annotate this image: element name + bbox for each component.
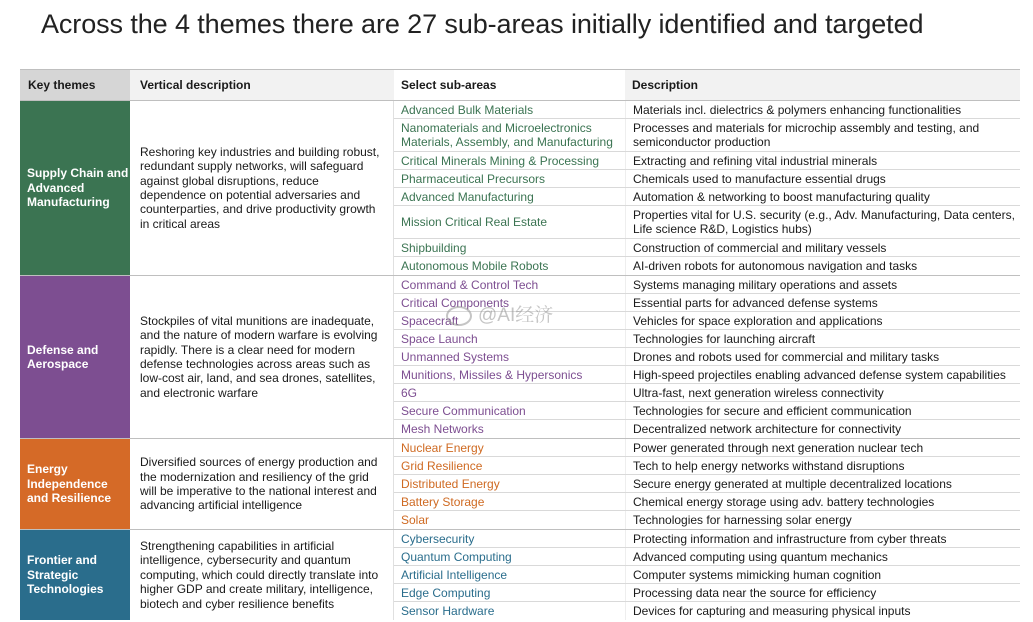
- theme-label: Frontier and Strategic Technologies: [20, 530, 130, 620]
- header-description: Description: [625, 70, 1020, 100]
- table-row: [394, 511, 1020, 529]
- theme-group-defense: [20, 276, 1020, 439]
- vertical-description: Strengthening capabilities in artificial intelligence, cybersecurity and quantum computing, which could directly translate into higher GDP and create military, intelligence, biotech and cyber resilience benefits: [130, 530, 394, 620]
- table-row: [394, 276, 1020, 294]
- sub-area-description: AI-driven robots for autonomous navigation and tasks: [625, 257, 1020, 275]
- watermark-text: @AI经济: [478, 305, 554, 326]
- table-row: [394, 420, 1020, 438]
- header-select-sub-areas: Select sub-areas: [394, 70, 625, 100]
- table-row: [394, 566, 1020, 584]
- sub-area: Edge Computing: [401, 585, 491, 600]
- sub-area-description: Drones and robots used for commercial and military tasks: [625, 348, 1020, 365]
- sub-area: Battery Storage: [401, 494, 485, 509]
- sub-area-description: Technologies for secure and efficient communication: [625, 402, 1020, 419]
- sub-area: Pharmaceutical Precursors: [401, 171, 546, 186]
- sub-area-rows: [394, 439, 1020, 529]
- sub-area: Critical Minerals Mining & Processing: [401, 153, 600, 168]
- table-row: [394, 330, 1020, 348]
- table-row: [394, 475, 1020, 493]
- sub-area-description: Ultra-fast, next generation wireless connectivity: [625, 384, 1020, 401]
- sub-area-description: Secure energy generated at multiple decentralized locations: [625, 475, 1020, 492]
- theme-group-frontier: [20, 530, 1020, 620]
- sub-area: 6G: [401, 385, 418, 400]
- sub-area: Sensor Hardware: [401, 604, 495, 618]
- sub-area: Nanomaterials and Microelectronics Materials, Assembly, and Manufacturing: [401, 121, 613, 149]
- sub-area: Distributed Energy: [401, 476, 500, 491]
- sub-area: Solar: [401, 513, 430, 527]
- sub-area-description: Advanced computing using quantum mechanics: [625, 548, 1020, 565]
- sub-area-rows: [394, 276, 1020, 438]
- sub-area-description: Construction of commercial and military vessels: [625, 239, 1020, 256]
- vertical-description: Diversified sources of energy production and the modernization and resiliency of the grid will be imperative to the national interest and advancing artificial intelligence: [130, 439, 394, 529]
- table-row: [394, 530, 1020, 548]
- header-vertical-description: Vertical description: [130, 70, 394, 100]
- table-row: [394, 119, 1020, 152]
- sub-area-description: Decentralized network architecture for connectivity: [625, 420, 1020, 438]
- sub-area: Mesh Networks: [401, 422, 484, 436]
- table-row: [394, 348, 1020, 366]
- sub-area-description: Vehicles for space exploration and applications: [625, 312, 1020, 329]
- sub-area: Shipbuilding: [401, 240, 467, 255]
- table-row: [394, 294, 1020, 312]
- sub-area-description: Chemicals used to manufacture essential drugs: [625, 170, 1020, 187]
- table-row: [394, 239, 1020, 257]
- theme-label: Energy Independence and Resilience: [20, 439, 130, 529]
- sub-area-description: Extracting and refining vital industrial minerals: [625, 152, 1020, 169]
- sub-area: Cybersecurity: [401, 531, 475, 546]
- sub-area: Grid Resilience: [401, 458, 483, 473]
- sub-area-description: Technologies for launching aircraft: [625, 330, 1020, 347]
- sub-area-description: Essential parts for advanced defense systems: [625, 294, 1020, 311]
- table-row: [394, 312, 1020, 330]
- theme-label: Defense and Aerospace: [20, 276, 130, 438]
- sub-area-description: Processes and materials for microchip assembly and testing, and semiconductor production: [625, 119, 1020, 151]
- table-header: [20, 69, 1020, 101]
- sub-area-description: Chemical energy storage using adv. battery technologies: [625, 493, 1020, 510]
- sub-area: Critical Components: [401, 295, 510, 310]
- table-row: [394, 366, 1020, 384]
- sub-area: Munitions, Missiles & Hypersonics: [401, 367, 583, 382]
- sub-area: Space Launch: [401, 331, 478, 346]
- header-key-themes: Key themes: [20, 70, 130, 100]
- sub-area-description: Processing data near the source for efficiency: [625, 584, 1020, 601]
- sub-area-rows: [394, 101, 1020, 275]
- themes-table: [20, 69, 1020, 620]
- sub-area: Advanced Bulk Materials: [401, 102, 534, 117]
- sub-area: Autonomous Mobile Robots: [401, 259, 549, 273]
- table-row: [394, 152, 1020, 170]
- table-row: [394, 439, 1020, 457]
- sub-area-description: Devices for capturing and measuring physical inputs: [625, 602, 1020, 620]
- table-row: [394, 257, 1020, 275]
- sub-area: Secure Communication: [401, 403, 526, 418]
- sub-area-rows: [394, 530, 1020, 620]
- vertical-description: Stockpiles of vital munitions are inadequate, and the nature of modern warfare is evolving rapidly. There is a clear need for modern defense technologies across areas such as low-cost air, land, and sea drones, satellites, and electronic warfare: [130, 276, 394, 438]
- sub-area-description: Systems managing military operations and assets: [625, 276, 1020, 293]
- sub-area-description: Automation & networking to boost manufacturing quality: [625, 188, 1020, 205]
- table-row: [394, 170, 1020, 188]
- table-row: [394, 101, 1020, 119]
- sub-area: Advanced Manufacturing: [401, 189, 534, 204]
- sub-area: Nuclear Energy: [401, 440, 484, 455]
- table-row: [394, 584, 1020, 602]
- table-row: [394, 457, 1020, 475]
- sub-area-description: Properties vital for U.S. security (e.g., Adv. Manufacturing, Data centers, Life science R&D, Logistics hubs): [625, 206, 1020, 238]
- sub-area: Quantum Computing: [401, 549, 512, 564]
- table-row: [394, 384, 1020, 402]
- sub-area-description: Tech to help energy networks withstand disruptions: [625, 457, 1020, 474]
- sub-area-description: High-speed projectiles enabling advanced defense system capabilities: [625, 366, 1020, 383]
- sub-area-description: Materials incl. dielectrics & polymers enhancing functionalities: [625, 101, 1020, 118]
- sub-area: Spacecraft: [401, 313, 459, 328]
- theme-group-supply-chain: [20, 101, 1020, 276]
- table-row: [394, 188, 1020, 206]
- table-row: [394, 402, 1020, 420]
- sub-area-description: Protecting information and infrastructure from cyber threats: [625, 530, 1020, 547]
- sub-area-description: Power generated through next generation nuclear tech: [625, 439, 1020, 456]
- sub-area: Command & Control Tech: [401, 277, 539, 292]
- sub-area-description: Technologies for harnessing solar energy: [625, 511, 1020, 529]
- sub-area-description: Computer systems mimicking human cognition: [625, 566, 1020, 583]
- sub-area: Unmanned Systems: [401, 349, 510, 364]
- table-row: [394, 548, 1020, 566]
- table-row: [394, 602, 1020, 620]
- sub-area: Artificial Intelligence: [401, 567, 508, 582]
- theme-group-energy: [20, 439, 1020, 530]
- theme-label: Supply Chain and Advanced Manufacturing: [20, 101, 130, 275]
- page-title: Across the 4 themes there are 27 sub-areas initially identified and targeted: [41, 9, 924, 39]
- table-row: [394, 493, 1020, 511]
- table-row: [394, 206, 1020, 239]
- vertical-description: Reshoring key industries and building robust, redundant supply networks, will safeguard against global disruptions, reduce dependence on potential adversaries and counterparties, and drive productivity growth in critical areas: [130, 101, 394, 275]
- sub-area: Mission Critical Real Estate: [401, 215, 548, 229]
